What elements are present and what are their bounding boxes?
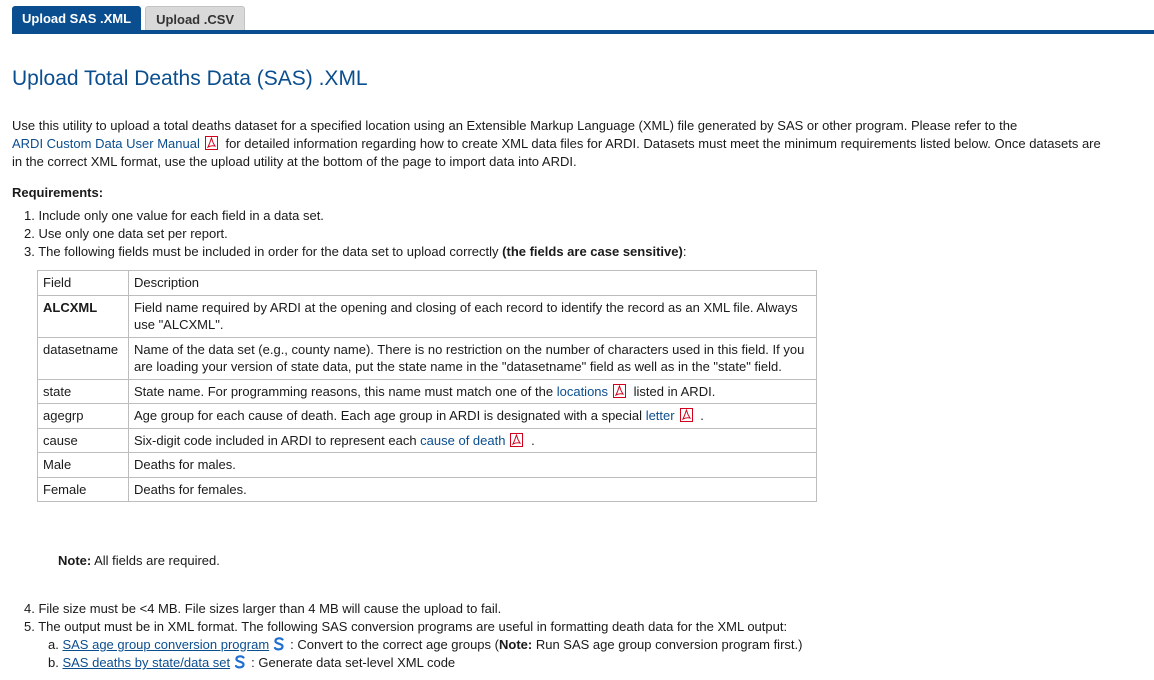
requirement-5b [24,654,802,672]
note-label: Note: [58,553,92,568]
field-name: agegrp [38,404,129,429]
desc-text-end: . [531,432,535,448]
table-row [38,453,817,478]
requirement-3-end: : [682,244,687,259]
desc-text: Six-digit code included in ARDI to represent each [134,432,417,448]
field-description: Field name required by ARDI at the opening and closing of each record to identify the record as an XML file. Always use "ALCXML". [129,295,817,337]
requirement-3 [24,243,686,261]
locations-link[interactable]: locations [556,383,609,399]
table-header-row [38,271,817,296]
sub-prefix: b. [48,655,59,670]
table-row [38,477,817,502]
field-description: Deaths for females. [129,477,817,502]
pdf-icon[interactable] [510,433,523,447]
pdf-icon[interactable] [680,408,693,422]
field-description [129,404,817,429]
requirement-1: 1. Include only one value for each field in a data set. [24,208,324,223]
requirements-list [24,207,686,261]
tab-upload-sas-xml[interactable]: Upload SAS .XML [12,6,141,32]
pdf-icon[interactable] [613,384,626,398]
field-name: cause [38,428,129,453]
table-row [38,337,817,379]
header-description: Description [129,271,817,296]
requirement-5a [24,636,802,654]
requirement-4: 4. File size must be <4 MB. File sizes larger than 4 MB will cause the upload to fail. [24,601,502,616]
requirement-5: 5. The output must be in XML format. The following SAS conversion programs are useful in formatting death data for the XML output: [24,619,788,634]
sub-b-text: : Generate data set-level XML code [251,655,456,670]
header-field: Field [38,271,129,296]
desc-text-end: . [700,408,704,423]
tab-bar [12,6,249,33]
field-description [129,428,817,453]
field-description [129,379,817,404]
note-text: All fields are required. [94,553,220,568]
sas-program-icon[interactable] [234,655,246,669]
intro-text-1: Use this utility to upload a total deaths dataset for a specified location using an Extensible Markup Language (XML) file generated by SAS or other program. Please refer to the [12,118,1018,133]
required-note [58,553,220,568]
sas-deaths-by-state-link[interactable]: SAS deaths by state/data set [62,655,231,670]
sub-a-note-label: Note: [498,637,533,652]
requirement-3-bold: (the fields are case sensitive) [502,244,683,259]
field-name: datasetname [38,337,129,379]
cause-of-death-link[interactable]: cause of death [420,432,506,448]
letter-link[interactable]: letter [645,408,675,423]
field-name: Female [38,477,129,502]
field-description: Name of the data set (e.g., county name). There is no restriction on the number of characters used in this field. If you are loading your version of state data, put the state name in the "datasetname" field as well as in the "state" field. [129,337,817,379]
sas-program-icon[interactable] [273,637,285,651]
intro-paragraph [12,117,1112,171]
sub-prefix: a. [48,637,59,652]
sub-a-text-2: Run SAS age group conversion program first.) [535,637,803,652]
requirement-2: 2. Use only one data set per report. [24,226,228,241]
table-row [38,295,817,337]
field-name: state [38,379,129,404]
field-name: ALCXML [38,295,129,337]
requirements-title: Requirements: [12,185,104,200]
desc-text: Age group for each cause of death. Each age group in ARDI is designated with a special [134,408,643,423]
table-row [38,379,817,404]
tab-upload-csv[interactable]: Upload .CSV [145,6,245,32]
requirement-3-text: 3. The following fields must be included in order for the data set to upload correctly [24,244,499,259]
sub-a-text: : Convert to the correct age groups ( [290,637,499,652]
pdf-icon[interactable] [205,136,218,150]
table-row [38,404,817,429]
table-row [38,428,817,453]
page-title: Upload Total Deaths Data (SAS) .XML [12,67,368,90]
ardi-manual-link[interactable]: ARDI Custom Data User Manual [12,136,200,151]
field-description: Deaths for males. [129,453,817,478]
requirements-list-continued [24,600,802,672]
field-name: Male [38,453,129,478]
tab-underline [12,30,1154,34]
desc-text: State name. For programming reasons, this name must match one of the [134,383,554,399]
sas-age-group-program-link[interactable]: SAS age group conversion program [62,637,270,652]
intro-text-2: for detailed information regarding how to create XML data files for ARDI. Datasets must meet the minimum requirements listed below. Once datasets are in the correct XML format, use the upload utility at the bottom of the page to import data into ARDI. [12,136,1101,169]
fields-table [37,270,817,502]
desc-text-end: listed in ARDI. [633,383,716,399]
